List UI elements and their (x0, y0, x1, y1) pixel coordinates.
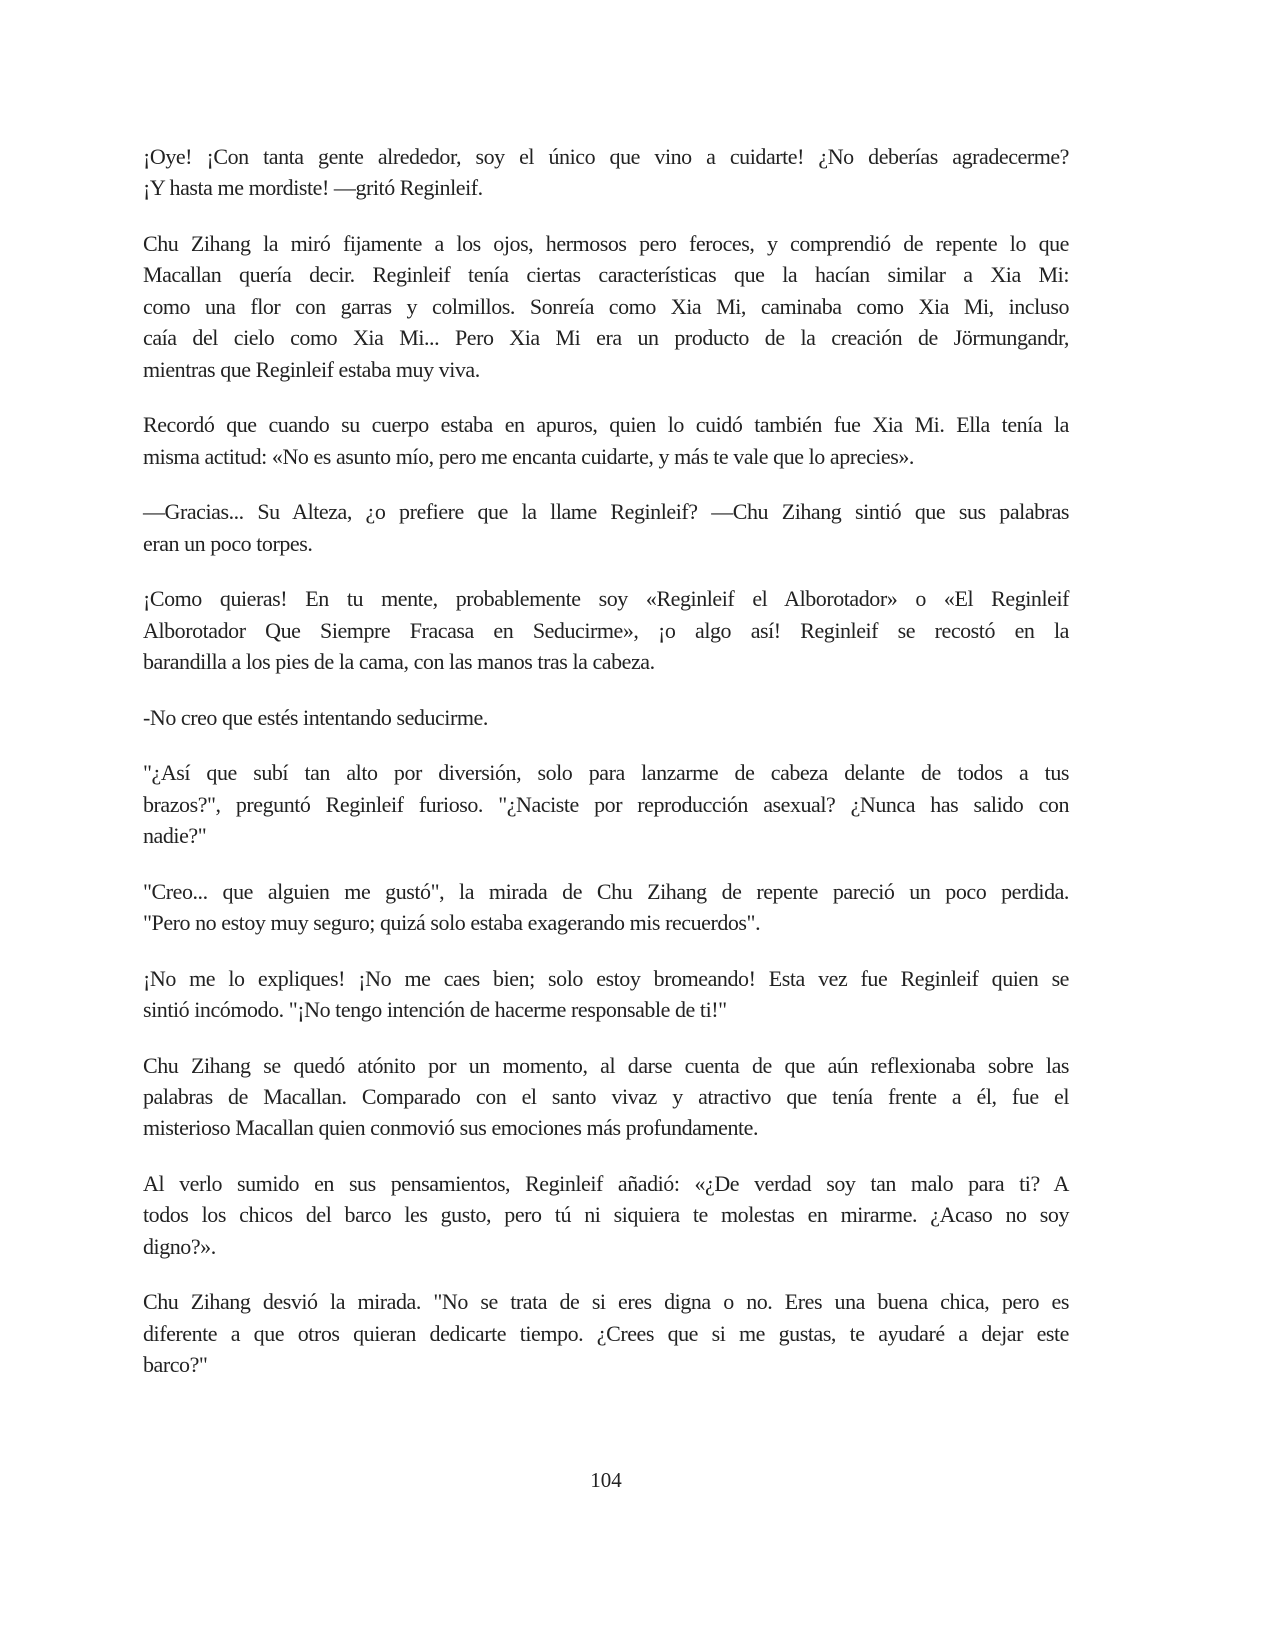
page-body (143, 141, 1069, 1405)
paragraph (143, 583, 1069, 677)
text-line: Chu Zihang se quedó atónito por un momento, al darse cuenta de que aún reflexionaba sobre las (143, 1052, 1069, 1078)
text-line: palabras de Macallan. Comparado con el santo vivaz y atractivo que tenía frente a él, fue el (143, 1084, 1069, 1110)
text-line: Chu Zihang desvió la mirada. "No se trata de si eres digna o no. Eres una buena chica, pero es (143, 1289, 1069, 1315)
paragraph (143, 757, 1069, 851)
text-line: "¿Así que subí tan alto por diversión, solo para lanzarme de cabeza delante de todos a tus (143, 760, 1069, 786)
text-line: misterioso Macallan quien conmovió sus emociones más profundamente. (143, 1115, 759, 1141)
text-line: diferente a que otros quieran dedicarte tiempo. ¿Crees que si me gustas, te ayudaré a dejar este (143, 1320, 1069, 1346)
text-line: ¡No me lo expliques! ¡No me caes bien; solo estoy bromeando! Esta vez fue Reginleif quien se (143, 965, 1069, 991)
text-line: ¡Como quieras! En tu mente, probablemente soy «Reginleif el Alborotador» o «El Reginleif (143, 586, 1069, 612)
text-line: Macallan quería decir. Reginleif tenía ciertas características que la hacían similar a Xia Mi: (143, 262, 1069, 288)
text-line: caía del cielo como Xia Mi... Pero Xia Mi era un producto de la creación de Jörmungandr, (143, 325, 1069, 351)
paragraph (143, 702, 1069, 733)
paragraph (143, 1168, 1069, 1262)
text-line: todos los chicos del barco les gusto, pero tú ni siquiera te molestas en mirarme. ¿Acaso no soy (143, 1202, 1069, 1228)
text-line: mientras que Reginleif estaba muy viva. (143, 356, 480, 382)
text-line: brazos?", preguntó Reginleif furioso. "¿Naciste por reproducción asexual? ¿Nunca has salido con (143, 791, 1069, 817)
text-line: Alborotador Que Siempre Fracasa en Seducirme», ¡o algo así! Reginleif se recostó en la (143, 617, 1069, 643)
paragraph (143, 228, 1069, 385)
text-line: —Gracias... Su Alteza, ¿o prefiere que la llame Reginleif? —Chu Zihang sintió que sus palabras (143, 499, 1069, 525)
paragraph (143, 963, 1069, 1026)
text-line: -No creo que estés intentando seducirme. (143, 704, 488, 730)
text-line: Chu Zihang la miró fijamente a los ojos, hermosos pero feroces, y comprendió de repente lo que (143, 231, 1069, 256)
text-line: misma actitud: «No es asunto mío, pero me encanta cuidarte, y más te vale que lo aprecies». (143, 443, 914, 469)
text-line: "Pero no estoy muy seguro; quizá solo estaba exagerando mis recuerdos". (143, 910, 761, 936)
text-line: "Creo... que alguien me gustó", la mirada de Chu Zihang de repente pareció un poco perdida. (143, 878, 1069, 904)
text-line: Recordó que cuando su cuerpo estaba en apuros, quien lo cuidó también fue Xia Mi. Ella tenía la (143, 412, 1069, 438)
paragraph (143, 1286, 1069, 1380)
text-line: eran un poco torpes. (143, 530, 313, 556)
paragraph (143, 1050, 1069, 1144)
text-line: como una flor con garras y colmillos. Sonreía como Xia Mi, caminaba como Xia Mi, incluso (143, 293, 1069, 319)
text-line: ¡Oye! ¡Con tanta gente alrededor, soy el único que vino a cuidarte! ¿No deberías agradecerme? (143, 144, 1069, 169)
text-line: barandilla a los pies de la cama, con las manos tras la cabeza. (143, 649, 655, 675)
paragraph (143, 409, 1069, 472)
text-line: Al verlo sumido en sus pensamientos, Reginleif añadió: «¿De verdad soy tan malo para ti? A (143, 1171, 1069, 1197)
paragraph (143, 876, 1069, 939)
text-line: nadie?" (143, 823, 207, 849)
page-number: 104 (590, 1468, 622, 1492)
paragraph (143, 496, 1069, 559)
text-line: ¡Y hasta me mordiste! —gritó Reginleif. (143, 175, 483, 201)
text-line: sintió incómodo. "¡No tengo intención de hacerme responsable de ti!" (143, 997, 727, 1023)
text-line: barco?" (143, 1352, 208, 1378)
text-line: digno?». (143, 1233, 216, 1259)
paragraph (143, 141, 1069, 204)
